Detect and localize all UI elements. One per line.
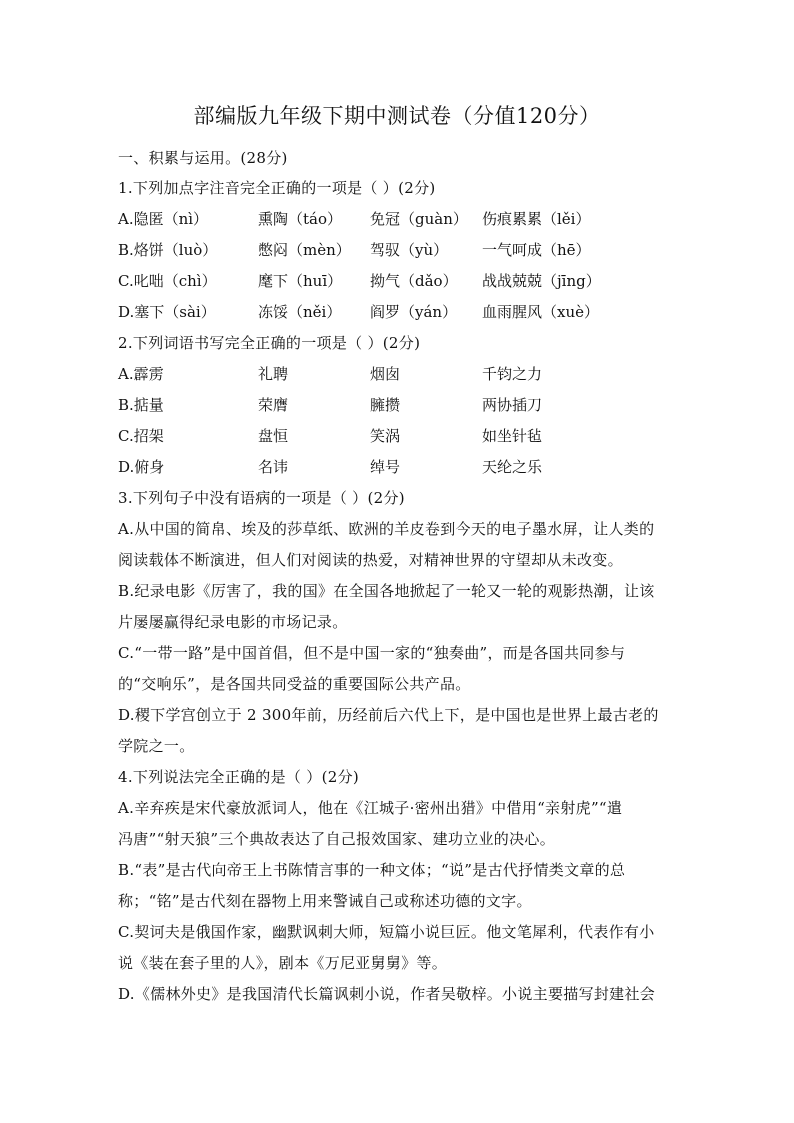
q1-d-4: 血雨腥风（xuè） <box>482 303 599 321</box>
q4-text-line: 称；“铭”是古代刻在器物上用来警诫自己或称述功德的文字。 <box>118 892 532 910</box>
q2-option-row-c <box>118 425 688 447</box>
q4-text-line: 冯唐”“射天狼”三个典故表达了自己报效国家、建功立业的决心。 <box>118 830 556 848</box>
q2-b-1: B.掂量 <box>118 396 164 414</box>
q2-d-4: 天纶之乐 <box>482 458 543 476</box>
q2-b-4: 两协插刀 <box>482 396 543 414</box>
q1-d-2: 冻馁（něi） <box>258 303 342 321</box>
q1-c-2: 麾下（huī） <box>258 272 343 290</box>
q2-a-3: 烟囱 <box>370 365 401 383</box>
q2-option-row-a <box>118 363 688 385</box>
q3-text-line: B.纪录电影《厉害了，我的国》在全国各地掀起了一轮又一轮的观影热潮，让该 <box>118 582 655 600</box>
q3-text-line: D.稷下学宫创立于 2 300年前，历经前后六代上下，是中国也是世界上最古老的 <box>118 706 659 724</box>
q1-a-1: A.隐匿（nì） <box>118 210 209 228</box>
q2-d-1: D.俯身 <box>118 458 165 476</box>
q4-text-line: C.契诃夫是俄国作家，幽默讽刺大师，短篇小说巨匠。他文笔犀利，代表作有小 <box>118 923 655 941</box>
q3-text-line: 的“交响乐”，是各国共同受益的重要国际公共产品。 <box>118 675 471 693</box>
q2-option-row-d <box>118 456 688 478</box>
q1-a-2: 熏陶（táo） <box>258 210 343 228</box>
q4-text-line: 说《装在套子里的人》，剧本《万尼亚舅舅》等。 <box>118 954 448 972</box>
q1-c-1: C.叱咄（chì） <box>118 272 217 290</box>
q1-a-4: 伤痕累累（lěi） <box>482 210 591 228</box>
q3-text-line: A.从中国的简帛、埃及的莎草纸、欧洲的羊皮卷到今天的电子墨水屏，让人类的 <box>118 520 655 538</box>
q1-b-2: 憋闷（mèn） <box>258 241 351 259</box>
q1-option-row-b <box>118 239 688 261</box>
q1-d-1: D.塞下（sài） <box>118 303 216 321</box>
q2-c-4: 如坐针毡 <box>482 427 543 445</box>
q2-b-2: 荣膺 <box>258 396 289 414</box>
q1-c-4: 战战兢兢（jīng） <box>482 272 601 290</box>
q2-c-2: 盘恒 <box>258 427 289 445</box>
q4-text-line: A.辛弃疾是宋代豪放派词人，他在《江城子·密州出猎》中借用“亲射虎”“遣 <box>118 799 623 817</box>
q2-a-1: A.霹雳 <box>118 365 164 383</box>
q2-c-3: 笑涡 <box>370 427 401 445</box>
q3-text-line: 片屡屡赢得纪录电影的市场记录。 <box>118 613 348 631</box>
question-3-stem: 3.下列句子中没有语病的一项是（ ）(2分) <box>118 489 405 507</box>
section-heading: 一、积累与运用。(28分) <box>118 149 288 167</box>
q2-c-1: C.招架 <box>118 427 164 445</box>
q1-a-3: 免冠（guàn） <box>370 210 468 228</box>
q4-text-line: D.《儒林外史》是我国清代长篇讽刺小说，作者吴敬梓。小说主要描写封建社会 <box>118 985 656 1003</box>
q3-text-line: 学院之一。 <box>118 737 195 755</box>
page-title: 部编版九年级下期中测试卷（分值120分） <box>193 104 601 128</box>
q3-text-line: C.“一带一路”是中国首倡，但不是中国一家的“独奏曲”，而是各国共同参与 <box>118 644 626 662</box>
q2-option-row-b <box>118 394 688 416</box>
q3-text-line: 阅读载体不断演进，但人们对阅读的热爱，对精神世界的守望却从未改变。 <box>118 551 623 569</box>
q2-a-4: 千钧之力 <box>482 365 543 383</box>
q1-option-row-a <box>118 208 688 230</box>
q1-option-row-d <box>118 301 688 323</box>
q2-b-3: 臃攒 <box>370 396 401 414</box>
q2-d-3: 绰号 <box>370 458 401 476</box>
q1-option-row-c <box>118 270 688 292</box>
q1-b-1: B.烙饼（luò） <box>118 241 218 259</box>
question-2-stem: 2.下列词语书写完全正确的一项是（ ）(2分) <box>118 334 421 352</box>
q2-d-2: 名讳 <box>258 458 289 476</box>
question-4-stem: 4.下列说法完全正确的是（ ）(2分) <box>118 768 360 786</box>
question-1-stem: 1.下列加点字注音完全正确的一项是（ ）(2分) <box>118 179 436 197</box>
q4-text-line: B.“表”是古代向帝王上书陈情言事的一种文体；“说”是古代抒情类文章的总 <box>118 861 626 879</box>
q1-b-3: 驾驭（yù） <box>370 241 449 259</box>
q1-d-3: 阎罗（yán） <box>370 303 458 321</box>
q1-b-4: 一气呵成（hē） <box>482 241 591 259</box>
q1-c-3: 拗气（dǎo） <box>370 272 458 290</box>
q2-a-2: 礼聘 <box>258 365 289 383</box>
